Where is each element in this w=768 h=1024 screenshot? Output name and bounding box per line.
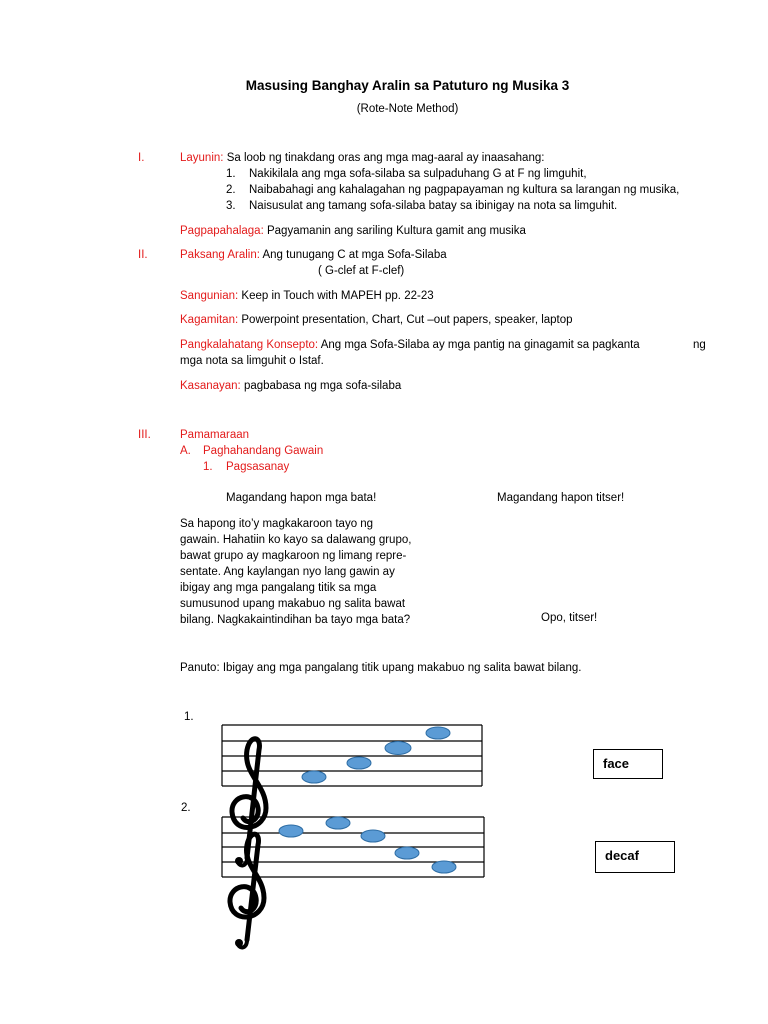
layunin-label: Layunin: — [180, 152, 224, 164]
reference-text: Keep in Touch with MAPEH pp. 22-23 — [241, 290, 434, 302]
note-a — [347, 757, 371, 769]
note-e — [326, 817, 350, 829]
exercise-1-number: 1. — [184, 711, 194, 723]
direction-text: Panuto: Ibigay ang mga pangalang titik upang makabuo ng salita bawat bilang. — [180, 662, 582, 674]
skill-label: Kasanayan: — [180, 380, 241, 392]
section-3-number: III. — [138, 429, 151, 441]
students-response: Opo, titser! — [541, 612, 598, 624]
materials-label: Kagamitan: — [180, 314, 239, 326]
exercise-2-number: 2. — [181, 802, 191, 814]
note-f — [302, 771, 326, 783]
exercise-1-answer-box: face — [593, 749, 663, 779]
part-a-letter: A. — [180, 445, 191, 457]
staff-2-notes — [279, 817, 456, 873]
item-1-text: Pagsasanay — [226, 461, 290, 473]
note-e — [426, 727, 450, 739]
reference-label: Sangunian: — [180, 290, 239, 302]
teacher-instruction: Sa hapong ito’y magkakaroon tayo ng gawain. Hahatiin ko kayo sa dalawang grupo, bawat grupo ay magkaroon ng limang repre- sentate. Ang kaylangan nyo lang gawin ay ibigay ang mga pangalang titik sa mga sumusunod upang makabuo ng salita bawat bilang. Nagkakaintindihan ba tayo mga bata? — [180, 518, 412, 626]
treble-clef-icon — [230, 834, 264, 947]
objective-2-number: 2. — [226, 184, 236, 196]
students-greeting: Magandang hapon titser! — [497, 492, 625, 504]
part-a-text: Paghahandang Gawain — [203, 445, 324, 457]
note-c — [385, 742, 411, 755]
note-c — [361, 830, 385, 842]
materials-text: Powerpoint presentation, Chart, Cut –out papers, speaker, laptop — [241, 314, 573, 326]
values-label: Pagpapahalaga: — [180, 225, 264, 237]
note-f — [432, 861, 456, 873]
objective-3-text: Naisusulat ang tamang sofa-silaba batay sa ibinigay na nota sa limguhit. — [249, 200, 618, 212]
layunin-text: Sa loob ng tinakdang oras ang mga mag-aaral ay inaasahang: — [226, 152, 545, 164]
concept-text: Ang mga Sofa-Silaba ay mga pantig na ginagamit sa pagkanta — [320, 339, 640, 351]
values-text: Pagyamanin ang sariling Kultura gamit ang musika — [266, 225, 526, 237]
teacher-greeting: Magandang hapon mga bata! — [226, 492, 377, 504]
section-1-number: I. — [138, 152, 145, 164]
staff-1-notes — [302, 727, 450, 783]
exercise-2-answer-box: decaf — [595, 841, 675, 873]
section-2-number: II. — [138, 249, 148, 261]
note-d — [279, 825, 303, 837]
concept-label: Pangkalahatang Konsepto: — [180, 339, 319, 351]
paksang-text: Ang tunugang C at mga Sofa-Silaba — [262, 249, 447, 261]
objective-1-number: 1. — [226, 168, 236, 180]
note-a — [395, 847, 419, 859]
skill-text: pagbabasa ng mga sofa-silaba — [243, 380, 402, 392]
paksang-note: ( G-clef at F-clef) — [318, 265, 405, 277]
page-subtitle: (Rote-Note Method) — [356, 103, 459, 115]
objective-3-number: 3. — [226, 200, 236, 212]
objective-1-text: Nakikilala ang mga sofa-silaba sa sulpaduhang G at F ng limguhit, — [249, 168, 587, 180]
paksang-label: Paksang Aralin: — [180, 249, 260, 261]
objective-2-text: Naibabahagi ang kahalagahan ng pagpapayaman ng kultura sa larangan ng musika, — [249, 184, 680, 196]
concept-ng: ng — [693, 339, 706, 351]
page-title: Masusing Banghay Aralin sa Patuturo ng Musika 3 — [245, 78, 570, 93]
concept-text-2: mga nota sa limguhit o Istaf. — [180, 355, 324, 367]
pamamaraan-label: Pamamaraan — [180, 429, 250, 441]
item-1-number: 1. — [203, 461, 213, 473]
